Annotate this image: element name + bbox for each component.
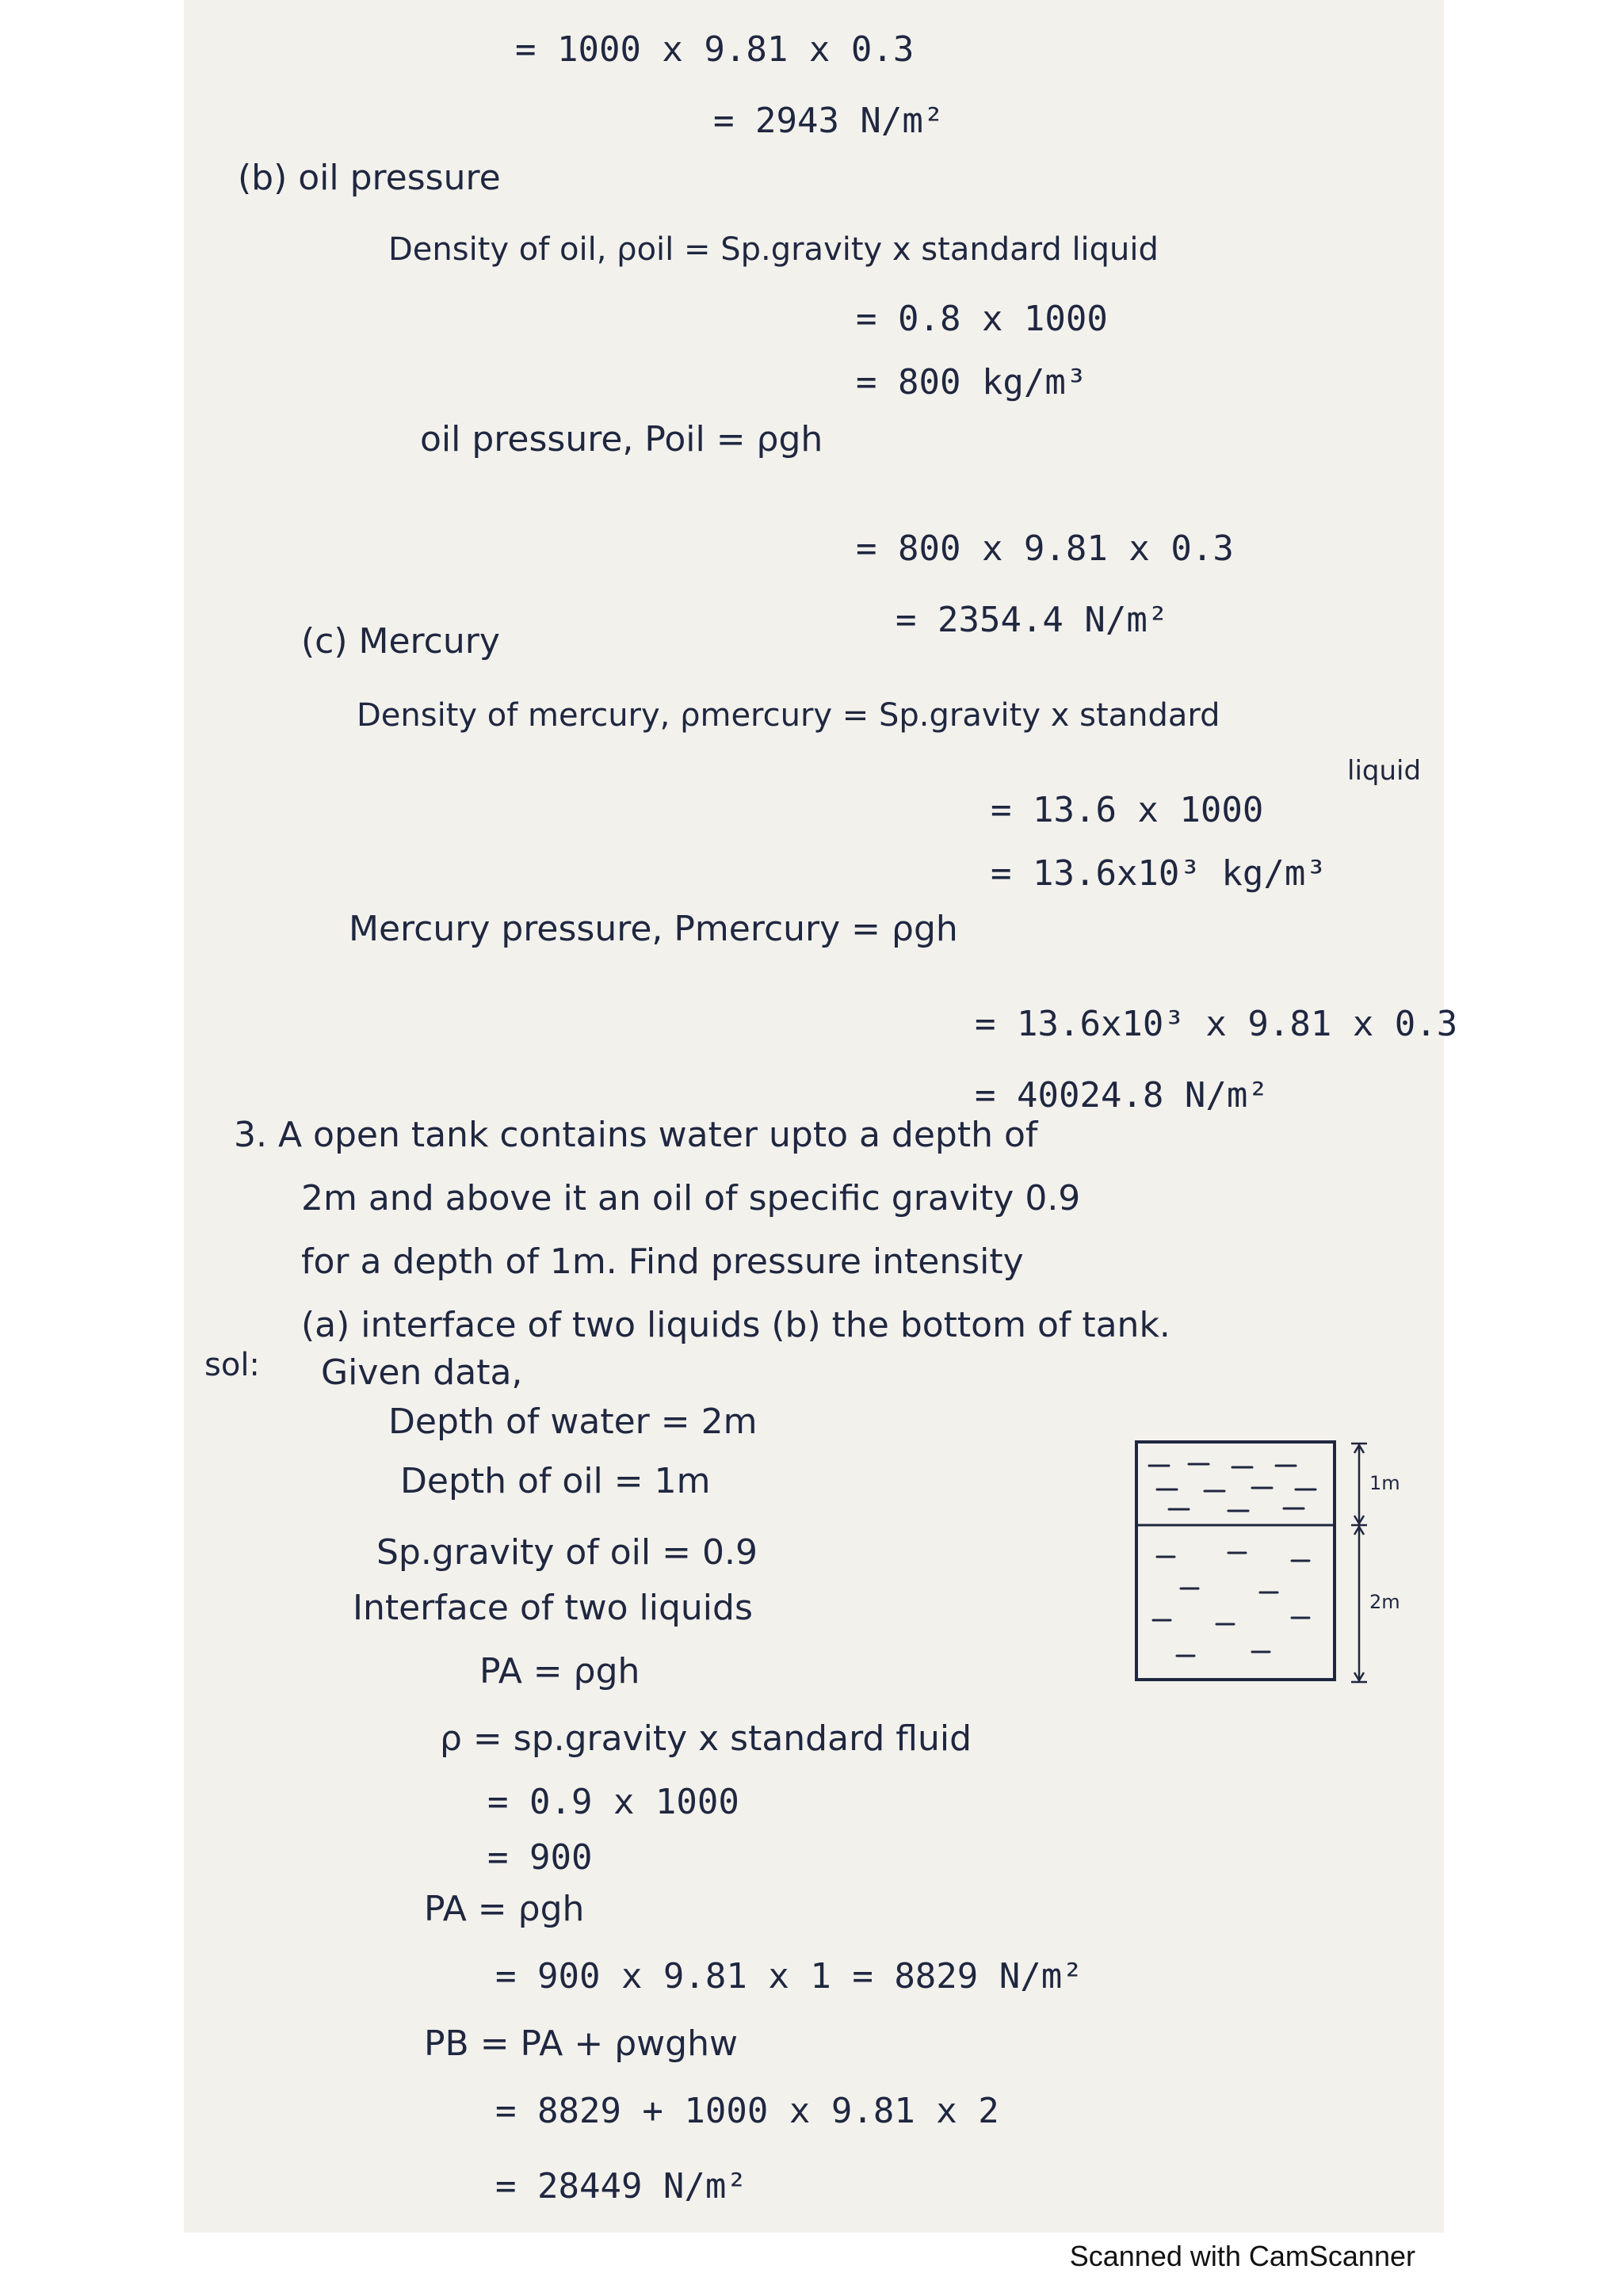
part-b-calc-2: = 800 kg/m³ (856, 362, 1087, 402)
part-b-pressure-line: oil pressure, Poil = ρgh (420, 419, 823, 460)
density-calc-2: = 900 (487, 1837, 593, 1878)
part-c-calc-2: = 13.6x10³ kg/m³ (991, 853, 1327, 894)
problem-3-line-4: (a) interface of two liquids (b) the bottom of tank. (301, 1305, 1170, 1345)
dimension-lines (1351, 1444, 1367, 1682)
density-calc-1: = 0.9 x 1000 (487, 1782, 739, 1822)
problem-3-line-1: 3. A open tank contains water upto a depth of (234, 1115, 1038, 1155)
part-c-pressure-line: Mercury pressure, Pmercury = ρgh (349, 909, 958, 949)
part-c-density-line: Density of mercury, ρmercury = Sp.gravity x standard (357, 697, 1220, 734)
pa-calc: = 900 x 9.81 x 1 = 8829 N/m² (495, 1956, 1083, 1997)
problem-3-line-2: 2m and above it an oil of specific gravity 0.9 (301, 1178, 1081, 1219)
part-a-result: = 2943 N/m² (713, 101, 945, 141)
dimension-label-1m: 1m (1369, 1472, 1400, 1494)
water-hatching (1153, 1553, 1309, 1656)
part-b-density-line: Density of oil, ρoil = Sp.gravity x standard liquid (388, 231, 1159, 268)
oil-hatching (1149, 1464, 1316, 1511)
part-c-density-cont: liquid (1347, 755, 1422, 787)
pb-formula: PB = PA + ρwghw (424, 2023, 738, 2064)
interface-heading: Interface of two liquids (353, 1588, 753, 1628)
part-b-calc-4: = 2354.4 N/m² (896, 600, 1169, 640)
tank-diagram (1133, 1410, 1400, 1695)
part-c-calc-4: = 40024.8 N/m² (975, 1075, 1269, 1116)
given-data-heading: Given data, (321, 1352, 523, 1393)
pa-formula: PA = ρgh (479, 1651, 640, 1691)
density-formula: ρ = sp.gravity x standard fluid (440, 1718, 972, 1759)
pb-calc-2: = 28449 N/m² (495, 2166, 747, 2206)
dimension-label-2m: 2m (1369, 1591, 1400, 1613)
part-a-calc-line: = 1000 x 9.81 x 0.3 (515, 29, 915, 70)
part-c-calc-1: = 13.6 x 1000 (991, 790, 1264, 830)
sp-gravity-of-oil: Sp.gravity of oil = 0.9 (376, 1532, 758, 1573)
part-b-calc-3: = 800 x 9.81 x 0.3 (856, 528, 1234, 569)
pb-calc-1: = 8829 + 1000 x 9.81 x 2 (495, 2091, 999, 2131)
solution-label: sol: (204, 1347, 260, 1383)
depth-of-water: Depth of water = 2m (388, 1402, 758, 1442)
part-c-calc-3: = 13.6x10³ x 9.81 x 0.3 (975, 1004, 1458, 1044)
part-b-heading: (b) oil pressure (238, 158, 501, 198)
part-b-calc-1: = 0.8 x 1000 (856, 299, 1108, 339)
camscanner-watermark: Scanned with CamScanner (1069, 2240, 1415, 2272)
part-c-heading: (c) Mercury (301, 621, 500, 662)
pa-formula-2: PA = ρgh (424, 1889, 585, 1929)
problem-3-line-3: for a depth of 1m. Find pressure intensity (301, 1241, 1024, 1282)
depth-of-oil: Depth of oil = 1m (400, 1461, 711, 1501)
